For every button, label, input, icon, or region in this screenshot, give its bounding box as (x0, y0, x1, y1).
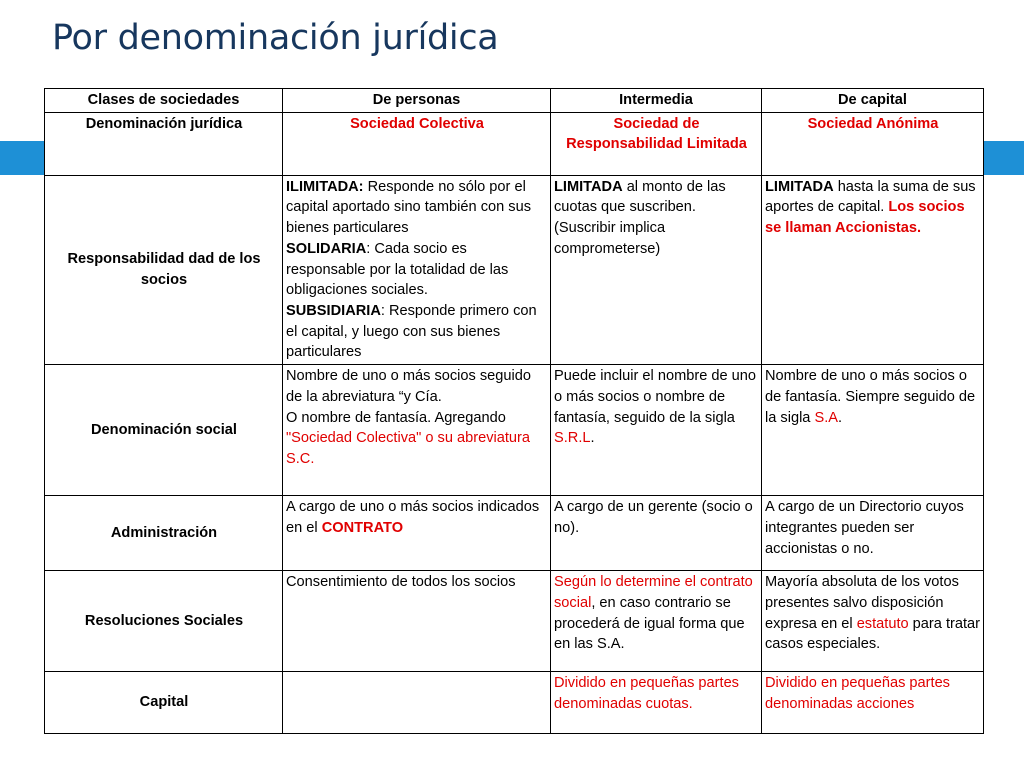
cell-personas (283, 672, 551, 734)
text-red: estatuto (856, 615, 909, 632)
cell-intermedia: A cargo de un gerente (socio o no). (551, 496, 762, 571)
table-row-responsabilidad (45, 175, 984, 364)
row-label: Denominación social (45, 365, 283, 496)
header-row (45, 89, 984, 113)
text: . (590, 430, 595, 447)
cell-capital: Sociedad Anónima (762, 112, 984, 175)
row-label: Capital (45, 672, 283, 734)
table-row-denominacion-social (45, 365, 984, 496)
header-cell-intermedia: Intermedia (551, 89, 762, 113)
text: . (838, 409, 843, 426)
text: al monto de las cuotas que suscriben. (Suscribir implica comprometerse) (554, 178, 726, 257)
text: : Responde primero con el capital, y luego con sus bienes particulares (286, 303, 537, 361)
text-red: Según lo determine el contrato social (554, 574, 753, 611)
cell-personas (283, 365, 551, 496)
text-solidaria: SOLIDARIA (286, 240, 367, 257)
cell-capital: A cargo de un Directorio cuyos integrantes pueden ser accionistas o no. (762, 496, 984, 571)
table-row-resoluciones (45, 571, 984, 672)
table-row-denominacion-juridica (45, 112, 984, 175)
cell-personas: Consentimiento de todos los socios (283, 571, 551, 672)
accent-bar-right (983, 141, 1024, 175)
table-row-administracion (45, 496, 984, 571)
header-cell-clases: Clases de sociedades (45, 89, 283, 113)
text: Nombre de uno o más socios o de fantasía. Siempre seguido de la sigla (765, 368, 976, 426)
accent-bar-left (0, 141, 44, 175)
row-label: Administración (45, 496, 283, 571)
text-red: S.A (814, 409, 839, 426)
cell-capital: Dividido en pequeñas partes denominadas acciones (762, 672, 984, 734)
text-accionistas: Los socios se llaman Accionistas. (765, 199, 965, 237)
text: : Cada socio es responsable por la totalidad de las obligaciones sociales. (286, 240, 509, 299)
text: para tratar casos especiales. (765, 615, 981, 653)
header-cell-capital: De capital (762, 89, 984, 113)
cell-intermedia: Dividido en pequeñas partes denominadas cuotas. (551, 672, 762, 734)
row-label: Resoluciones Sociales (45, 571, 283, 672)
cell-capital (762, 571, 984, 672)
text-red: CONTRATO (321, 519, 404, 536)
text-limitada: LIMITADA (554, 178, 623, 195)
cell-personas (283, 496, 551, 571)
cell-intermedia (551, 365, 762, 496)
text-ilimitada: ILIMITADA: (286, 178, 364, 195)
text: Puede incluir el nombre de uno o más socios o nombre de fantasía, seguido de la sigla (554, 368, 757, 426)
text-red: "Sociedad Colectiva" o su abreviatura S.C. (286, 430, 530, 468)
cell-intermedia (551, 571, 762, 672)
header-cell-personas: De personas (283, 89, 551, 113)
table-row-capital (45, 672, 984, 734)
cell-capital (762, 175, 984, 364)
cell-personas (283, 175, 551, 364)
companies-table (44, 88, 984, 734)
text-red: S.R.L (554, 430, 591, 447)
text: Responde no sólo por el capital aportado sino también con sus bienes particulares (286, 178, 532, 237)
text: Nombre de uno o más socios seguido de la abreviatura “y Cía. (286, 368, 531, 405)
cell-capital (762, 365, 984, 496)
text: O nombre de fantasía. Agregando (286, 409, 506, 426)
text-subsidiaria: SUBSIDIARIA (286, 303, 381, 320)
text: A cargo de uno o más socios indicados en el (286, 499, 540, 536)
row-label: Denominación jurídica (45, 112, 283, 175)
cell-intermedia (551, 175, 762, 364)
text: Mayoría absoluta de los votos presentes salvo disposición expresa en el (765, 574, 959, 632)
row-label: Responsabilidad dad de los socios (45, 175, 283, 364)
cell-personas: Sociedad Colectiva (283, 112, 551, 175)
cell-intermedia: Sociedad de Responsabilidad Limitada (551, 112, 762, 175)
text: , en caso contrario se procederá de igual forma que en las S.A. (554, 594, 745, 653)
page-title: Por denominación jurídica (52, 18, 499, 58)
text: hasta la suma de sus aportes de capital. (765, 178, 976, 216)
text-limitada: LIMITADA (765, 178, 834, 195)
